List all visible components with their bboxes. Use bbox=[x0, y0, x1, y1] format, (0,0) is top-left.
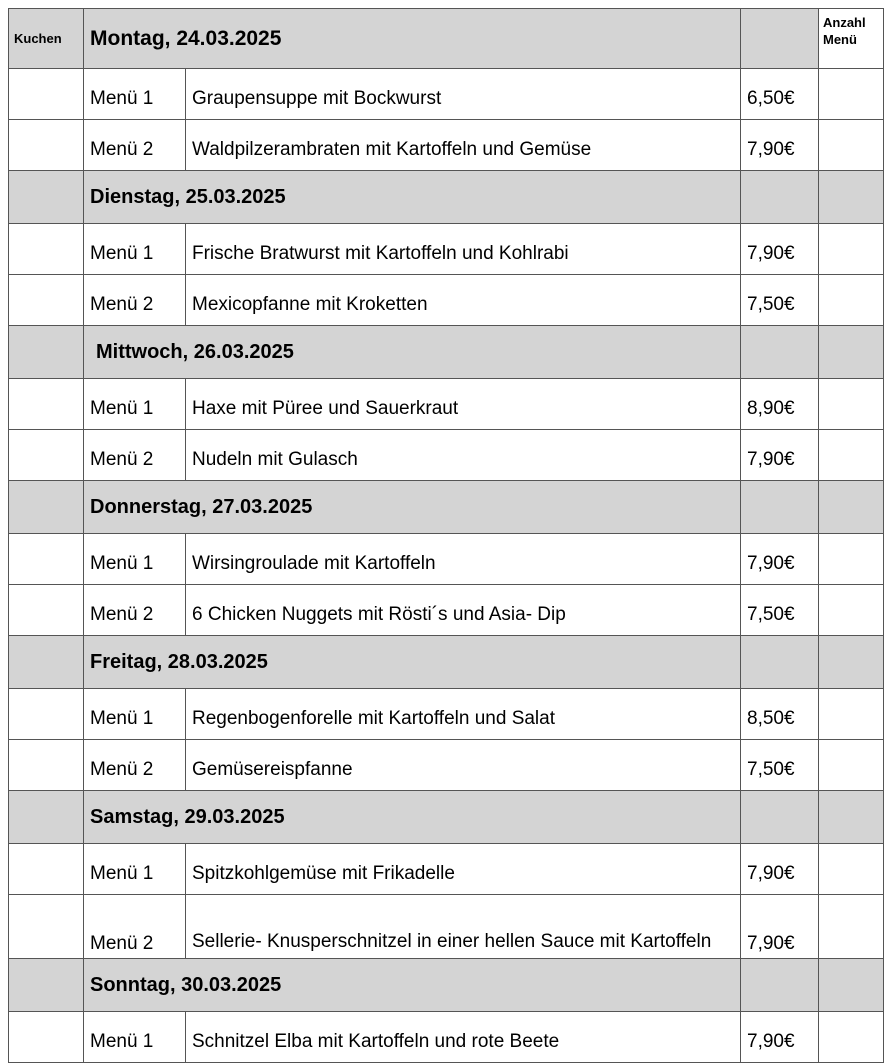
kuchen-cell[interactable] bbox=[9, 636, 84, 689]
day-row bbox=[9, 481, 884, 534]
anzahl-cell[interactable] bbox=[819, 224, 884, 275]
day-price-cell bbox=[741, 171, 819, 224]
dish-name: Waldpilzerambraten mit Kartoffeln und Gemüse bbox=[186, 120, 741, 171]
day-heading-sonntag: Sonntag, 30.03.2025 bbox=[84, 959, 741, 1012]
anzahl-cell[interactable] bbox=[819, 430, 884, 481]
price: 7,90€ bbox=[741, 430, 819, 481]
price: 6,50€ bbox=[741, 69, 819, 120]
day-row bbox=[9, 791, 884, 844]
header-row bbox=[9, 9, 884, 69]
kuchen-cell[interactable] bbox=[9, 959, 84, 1012]
day-anzahl-cell bbox=[819, 326, 884, 379]
day-row bbox=[9, 636, 884, 689]
table-row bbox=[9, 689, 884, 740]
kuchen-cell[interactable] bbox=[9, 69, 84, 120]
kuchen-column-header: Kuchen bbox=[9, 9, 84, 69]
table-row bbox=[9, 844, 884, 895]
kuchen-cell[interactable] bbox=[9, 791, 84, 844]
day-row bbox=[9, 326, 884, 379]
day-anzahl-cell bbox=[819, 636, 884, 689]
menu-number: Menü 2 bbox=[84, 895, 186, 959]
kuchen-cell[interactable] bbox=[9, 430, 84, 481]
kuchen-cell[interactable] bbox=[9, 120, 84, 171]
anzahl-cell[interactable] bbox=[819, 895, 884, 959]
anzahl-cell[interactable] bbox=[819, 275, 884, 326]
day-heading-dienstag: Dienstag, 25.03.2025 bbox=[84, 171, 741, 224]
day-price-cell bbox=[741, 481, 819, 534]
dish-name: Haxe mit Püree und Sauerkraut bbox=[186, 379, 741, 430]
table-row bbox=[9, 585, 884, 636]
day-row bbox=[9, 171, 884, 224]
anzahl-cell[interactable] bbox=[819, 534, 884, 585]
day-price-cell bbox=[741, 959, 819, 1012]
price: 7,50€ bbox=[741, 585, 819, 636]
menu-number: Menü 1 bbox=[84, 224, 186, 275]
price: 7,90€ bbox=[741, 224, 819, 275]
day-price-cell bbox=[741, 636, 819, 689]
table-row bbox=[9, 1012, 884, 1063]
kuchen-cell[interactable] bbox=[9, 585, 84, 636]
dish-name: Frische Bratwurst mit Kartoffeln und Kohlrabi bbox=[186, 224, 741, 275]
day-price-cell bbox=[741, 326, 819, 379]
kuchen-cell[interactable] bbox=[9, 481, 84, 534]
table-row bbox=[9, 534, 884, 585]
table-row bbox=[9, 895, 884, 959]
menu-number: Menü 1 bbox=[84, 689, 186, 740]
kuchen-cell[interactable] bbox=[9, 171, 84, 224]
day-row bbox=[9, 959, 884, 1012]
menu-number: Menü 2 bbox=[84, 275, 186, 326]
table-row bbox=[9, 740, 884, 791]
price: 7,90€ bbox=[741, 1012, 819, 1063]
day-anzahl-cell bbox=[819, 791, 884, 844]
kuchen-cell[interactable] bbox=[9, 844, 84, 895]
anzahl-cell[interactable] bbox=[819, 585, 884, 636]
table-row bbox=[9, 430, 884, 481]
price: 7,90€ bbox=[741, 534, 819, 585]
table-row bbox=[9, 275, 884, 326]
price: 8,50€ bbox=[741, 689, 819, 740]
dish-name: Nudeln mit Gulasch bbox=[186, 430, 741, 481]
table-row bbox=[9, 120, 884, 171]
anzahl-cell[interactable] bbox=[819, 1012, 884, 1063]
anzahl-cell[interactable] bbox=[819, 844, 884, 895]
dish-name: Regenbogenforelle mit Kartoffeln und Salat bbox=[186, 689, 741, 740]
menu-plan-table bbox=[8, 8, 884, 1063]
menu-number: Menü 2 bbox=[84, 740, 186, 791]
day-anzahl-cell bbox=[819, 171, 884, 224]
price: 7,90€ bbox=[741, 895, 819, 959]
dish-name: Gemüsereispfanne bbox=[186, 740, 741, 791]
table-row bbox=[9, 69, 884, 120]
price: 8,90€ bbox=[741, 379, 819, 430]
dish-name: Mexicopfanne mit Kroketten bbox=[186, 275, 741, 326]
kuchen-cell[interactable] bbox=[9, 379, 84, 430]
dish-name: Wirsingroulade mit Kartoffeln bbox=[186, 534, 741, 585]
kuchen-cell[interactable] bbox=[9, 689, 84, 740]
day-heading-montag: Montag, 24.03.2025 bbox=[84, 9, 741, 69]
price: 7,90€ bbox=[741, 844, 819, 895]
day-heading-freitag: Freitag, 28.03.2025 bbox=[84, 636, 741, 689]
price: 7,50€ bbox=[741, 740, 819, 791]
menu-number: Menü 2 bbox=[84, 430, 186, 481]
anzahl-cell[interactable] bbox=[819, 689, 884, 740]
table-row bbox=[9, 224, 884, 275]
kuchen-cell[interactable] bbox=[9, 1012, 84, 1063]
day-price-cell bbox=[741, 791, 819, 844]
menu-number: Menü 1 bbox=[84, 534, 186, 585]
anzahl-cell[interactable] bbox=[819, 120, 884, 171]
anzahl-menu-column-header: Anzahl Menü bbox=[819, 9, 884, 69]
dish-name: Schnitzel Elba mit Kartoffeln und rote Beete bbox=[186, 1012, 741, 1063]
day-anzahl-cell bbox=[819, 959, 884, 1012]
anzahl-cell[interactable] bbox=[819, 740, 884, 791]
dish-name: Graupensuppe mit Bockwurst bbox=[186, 69, 741, 120]
dish-name: Spitzkohlgemüse mit Frikadelle bbox=[186, 844, 741, 895]
kuchen-cell[interactable] bbox=[9, 224, 84, 275]
price: 7,50€ bbox=[741, 275, 819, 326]
kuchen-cell[interactable] bbox=[9, 326, 84, 379]
day-anzahl-cell bbox=[819, 481, 884, 534]
kuchen-cell[interactable] bbox=[9, 740, 84, 791]
dish-name: 6 Chicken Nuggets mit Rösti´s und Asia- Dip bbox=[186, 585, 741, 636]
dish-name: Sellerie- Knusperschnitzel in einer hellen Sauce mit Kartoffeln bbox=[186, 895, 741, 959]
table-row bbox=[9, 379, 884, 430]
anzahl-cell[interactable] bbox=[819, 379, 884, 430]
menu-number: Menü 1 bbox=[84, 69, 186, 120]
day-heading-samstag: Samstag, 29.03.2025 bbox=[84, 791, 741, 844]
menu-number: Menü 2 bbox=[84, 585, 186, 636]
price: 7,90€ bbox=[741, 120, 819, 171]
kuchen-cell[interactable] bbox=[9, 534, 84, 585]
menu-number: Menü 1 bbox=[84, 1012, 186, 1063]
kuchen-cell[interactable] bbox=[9, 895, 84, 959]
day-heading-mittwoch: Mittwoch, 26.03.2025 bbox=[84, 326, 741, 379]
day-heading-donnerstag: Donnerstag, 27.03.2025 bbox=[84, 481, 741, 534]
anzahl-cell[interactable] bbox=[819, 69, 884, 120]
kuchen-cell[interactable] bbox=[9, 275, 84, 326]
menu-number: Menü 1 bbox=[84, 844, 186, 895]
menu-number: Menü 2 bbox=[84, 120, 186, 171]
day-price-cell bbox=[741, 9, 819, 69]
menu-number: Menü 1 bbox=[84, 379, 186, 430]
